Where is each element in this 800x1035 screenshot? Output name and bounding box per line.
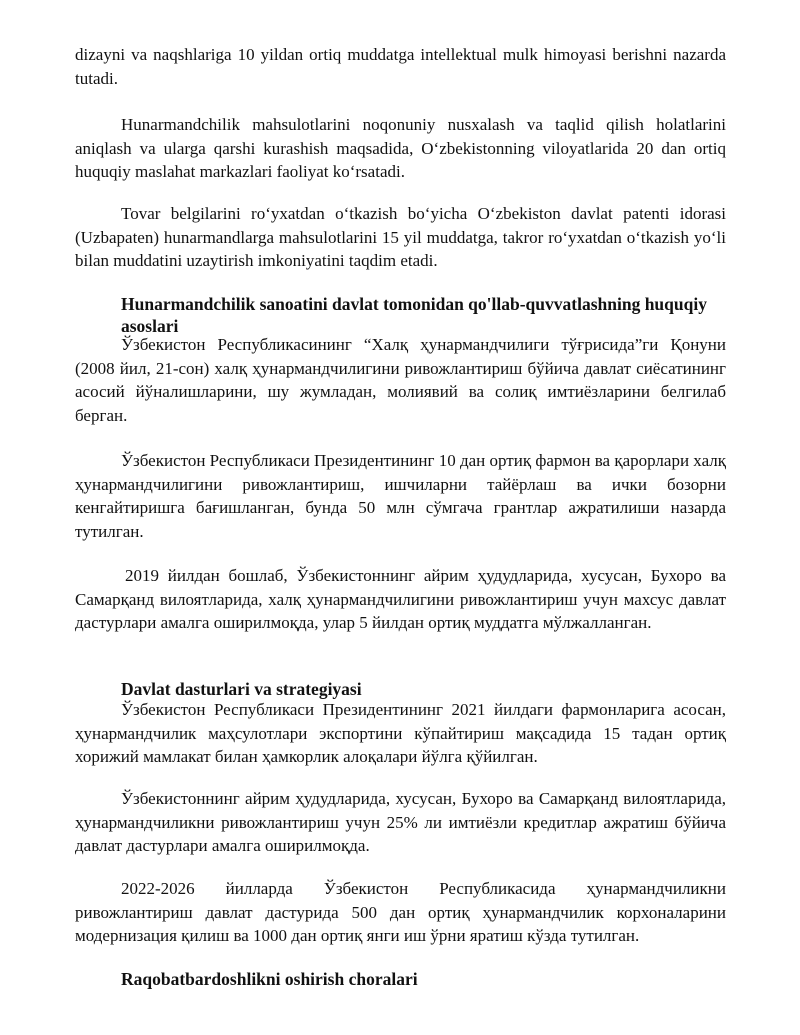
paragraph-law-2008: Ўзбекистон Республикасининг “Халқ ҳунармандчилиги тўғрисида”ги Қонуни (2008 йил, 21-сон) халқ ҳунармандчилигини ривожлантириш бўйича давлат сиёсатининг асосий йўналишларини, шу жумладан, молиявий ва солиқ имтиёзларини белгилаб берган. bbox=[75, 335, 726, 425]
paragraph-export-2021: Ўзбекистон Республикаси Президентининг 2021 йилдаги фармонларига асосан, ҳунармандчилик маҳсулотлари экспортини кўпайтириш мақсадида 15 тадан ортиқ хорижий мамлакат билан ҳамкорлик алоқалари йўлга қўйилган. bbox=[75, 700, 726, 766]
section-heading-state-programs: Davlat dasturlari va strategiyasi bbox=[121, 679, 362, 699]
paragraph-credit-programs: Ўзбекистоннинг айрим ҳудудларида, хусусан, Бухоро ва Самарқанд вилоятларида, ҳунармандчиликни ривожлантириш учун 25% ли имтиёзли кредитлар ажратиш бўйича давлат дастурлари амалга оширилмоқда. bbox=[75, 789, 726, 855]
paragraph-legal-centers: Hunarmandchilik mahsulotlarini noqonuniy nusxalash va taqlid qilish holatlarini aniqlash va ularga qarshi kurashish maqsadida, Oʻzbekistonning viloyatlarida 20 dan ortiq huquqiy maslahat markazlari faoliyat koʻrsatadi. bbox=[75, 115, 726, 181]
paragraph-programs-2019: 2019 йилдан бошлаб, Ўзбекистоннинг айрим ҳудудларида, хусусан, Бухоро ва Самарқанд вилоятларида, халқ ҳунармандчилигини ривожлантириш учун махсус давлат дастурлари амалга оширилмоқда, улар 5 йилдан ортиқ муддатга мўлжалланган. bbox=[75, 566, 726, 632]
paragraph-ip-protection: dizayni va naqshlariga 10 yildan ortiq muddatga intellektual mulk himoyasi berishni nazarda tutadi. bbox=[75, 45, 726, 88]
paragraph-patent-office: Tovar belgilarini roʻyxatdan oʻtkazish boʻyicha Oʻzbekiston davlat patenti idorasi (Uzbapaten) hunarmandlarga mahsulotlarini 15 yil muddatga, takror roʻyxatdan oʻtkazish yoʻli bilan muddatini uzaytirish imkoniyatini taqdim etadi. bbox=[75, 204, 726, 270]
paragraph-program-2022-2026: 2022-2026 йилларда Ўзбекистон Республикасида ҳунармандчиликни ривожлантириш давлат дастурида 500 дан ортиқ ҳунармандчилик корхоналарини модернизация қилиш ва 1000 дан ортиқ янги иш ўрни яратиш кўзда тутилган. bbox=[75, 879, 726, 945]
section-heading-legal-basis: Hunarmandchilik sanoatini davlat tomonidan qo'llab-quvvatlashning huquqiy asoslari bbox=[121, 294, 707, 336]
paragraph-president-decrees: Ўзбекистон Республикаси Президентининг 10 дан ортиқ фармон ва қарорлари халқ ҳунармандчилигини ривожлантириш, ишчиларни тайёрлаш ва ички бозорни кенгайтиришга бағишланган, бунда 50 млн сўмгача грантлар ажратилиши назарда тутилган. bbox=[75, 451, 727, 541]
section-heading-competitiveness: Raqobatbardoshlikni oshirish choralari bbox=[121, 969, 418, 989]
